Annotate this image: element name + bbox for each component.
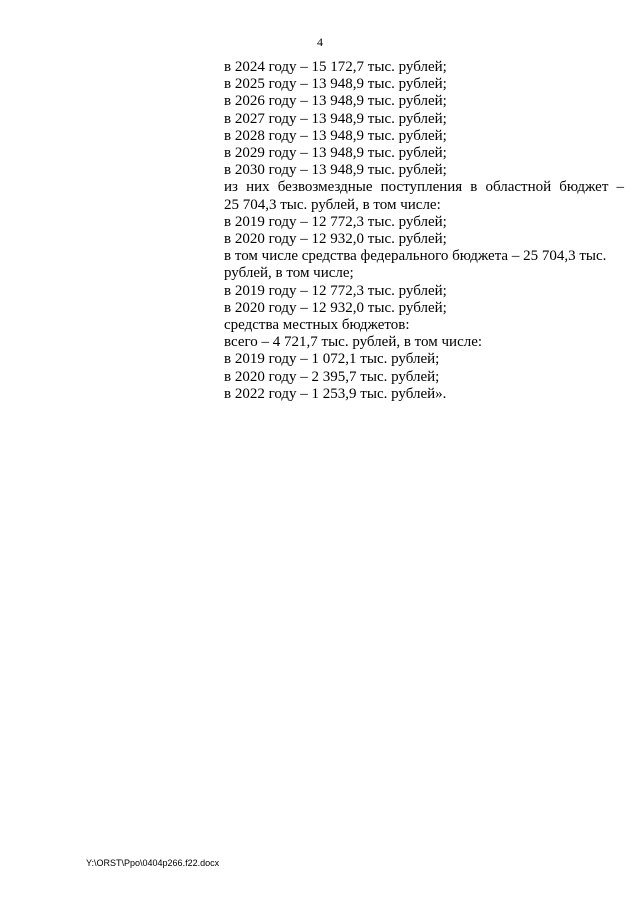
text-line: в 2020 году – 12 932,0 тыс. рублей; — [224, 299, 447, 316]
text-line: в 2019 году – 1 072,1 тыс. рублей; — [224, 351, 440, 368]
text-line: всего – 4 721,7 тыс. рублей, в том числе: — [224, 334, 483, 351]
document-body — [224, 59, 624, 403]
footer-file-path: Y:\ORST\Ppo\0404p266.f22.docx — [86, 858, 220, 868]
text-line: в 2027 году – 13 948,9 тыс. рублей; — [224, 110, 447, 127]
text-line: в 2022 году – 1 253,9 тыс. рублей». — [224, 385, 447, 402]
text-line: в 2030 году – 13 948,9 тыс. рублей; — [224, 162, 447, 179]
text-line: в 2029 году – 13 948,9 тыс. рублей; — [224, 145, 447, 162]
text-line: в 2019 году – 12 772,3 тыс. рублей; — [224, 282, 447, 299]
text-line: средства местных бюджетов: — [224, 317, 410, 334]
text-line: в том числе средства федерального бюджета – 25 704,3 тыс. — [224, 248, 607, 265]
text-line: в 2020 году – 2 395,7 тыс. рублей; — [224, 368, 440, 385]
text-line: 25 704,3 тыс. рублей, в том числе: — [224, 196, 441, 213]
text-line: рублей, в том числе; — [224, 265, 354, 282]
text-line: в 2020 году – 12 932,0 тыс. рублей; — [224, 231, 447, 248]
text-line: в 2025 году – 13 948,9 тыс. рублей; — [224, 76, 447, 93]
text-line: в 2019 году – 12 772,3 тыс. рублей; — [224, 213, 447, 230]
page-number: 4 — [317, 35, 323, 49]
text-line: из них безвозмездные поступления в областной бюджет – — [224, 179, 624, 196]
text-line: в 2026 году – 13 948,9 тыс. рублей; — [224, 93, 447, 110]
text-line: в 2024 году – 15 172,7 тыс. рублей; — [224, 59, 447, 75]
text-line: в 2028 году – 13 948,9 тыс. рублей; — [224, 127, 447, 144]
